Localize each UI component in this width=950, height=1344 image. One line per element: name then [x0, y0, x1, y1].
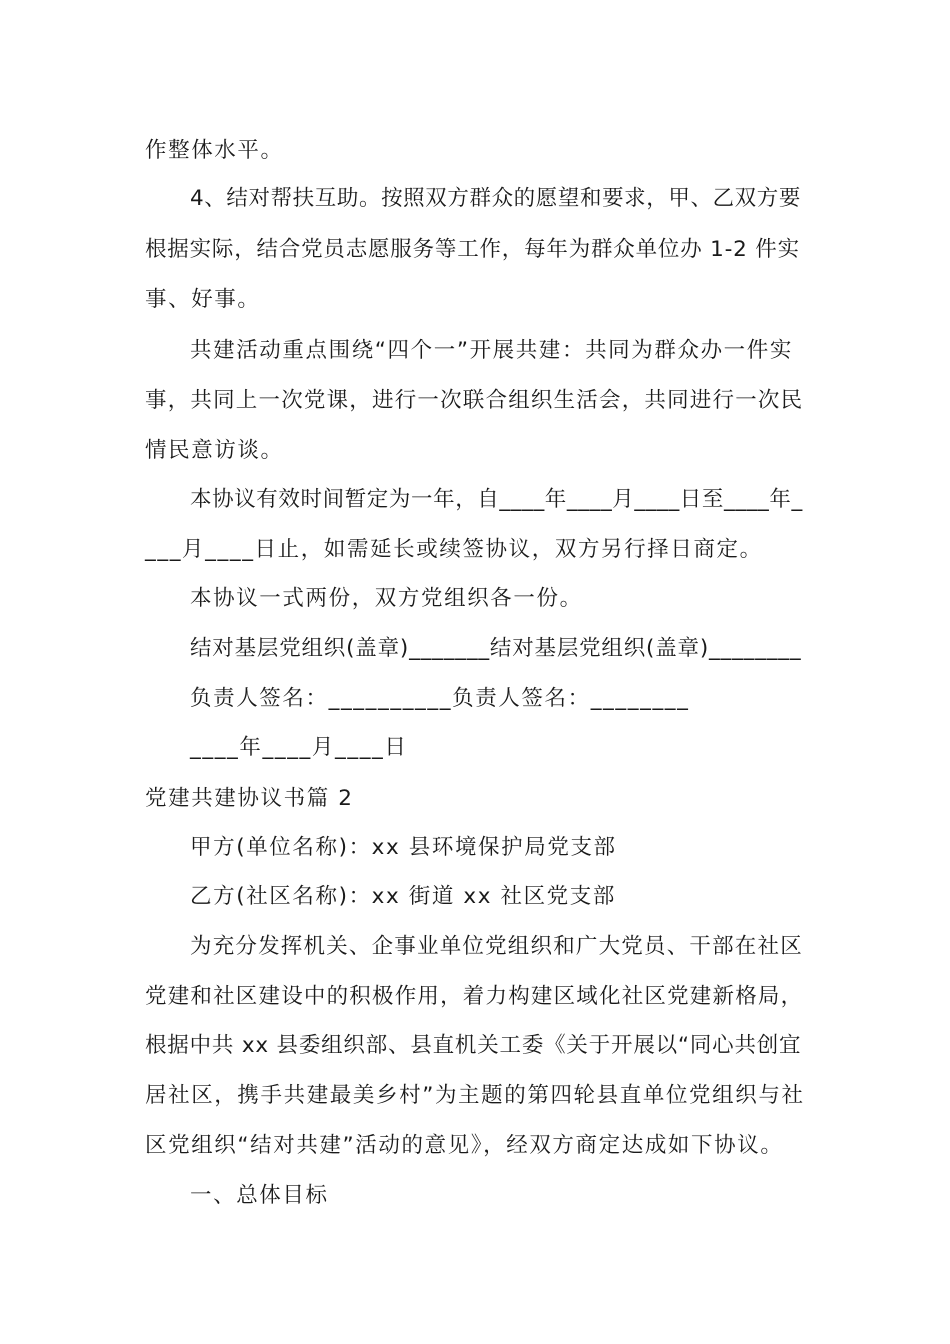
paragraph-line: 作整体水平。: [145, 138, 284, 163]
paragraph-line: ___月____日止，如需延长或续签协议，双方另行择日商定。: [145, 537, 763, 562]
date-line: ____年____月____日: [190, 735, 408, 760]
paragraph-line: 事、好事。: [145, 287, 261, 312]
paragraph-line: 本协议一式两份，双方党组织各一份。: [190, 586, 583, 611]
paragraph-line: 党建和社区建设中的积极作用，着力构建区域化社区党建新格局，: [145, 984, 804, 1009]
paragraph-line: 事，共同上一次党课，进行一次联合组织生活会，共同进行一次民: [145, 388, 804, 413]
paragraph-line: 情民意访谈。: [145, 438, 284, 463]
paragraph-line: 共建活动重点围绕“四个一”开展共建：共同为群众办一件实: [190, 338, 793, 363]
paragraph-line: 根据中共 xx 县委组织部、县直机关工委《关于开展以“同心共创宜: [145, 1033, 802, 1058]
paragraph-line: 本协议有效时间暂定为一年，自____年____月____日至____年_: [190, 487, 803, 512]
signature-line: 结对基层党组织(盖章)_______结对基层党组织(盖章)________: [190, 636, 802, 661]
signature-line: 负责人签名：__________负责人签名：________: [190, 686, 690, 711]
section-title: 党建共建协议书篇 2: [145, 786, 354, 811]
paragraph-line: 4、结对帮扶互助。按照双方群众的愿望和要求，甲、乙双方要: [190, 186, 801, 211]
party-b-line: 乙方(社区名称)：xx 街道 xx 社区党支部: [190, 884, 616, 909]
paragraph-line: 根据实际，结合党员志愿服务等工作，每年为群众单位办 1-2 件实: [145, 237, 800, 262]
paragraph-line: 为充分发挥机关、企事业单位党组织和广大党员、干部在社区: [190, 934, 803, 959]
section-heading: 一、总体目标: [190, 1183, 329, 1208]
party-a-line: 甲方(单位名称)：xx 县环境保护局党支部: [190, 835, 617, 860]
paragraph-line: 居社区，携手共建最美乡村”为主题的第四轮县直单位党组织与社: [145, 1083, 805, 1108]
paragraph-line: 区党组织“结对共建”活动的意见》，经双方商定达成如下协议。: [145, 1133, 784, 1158]
